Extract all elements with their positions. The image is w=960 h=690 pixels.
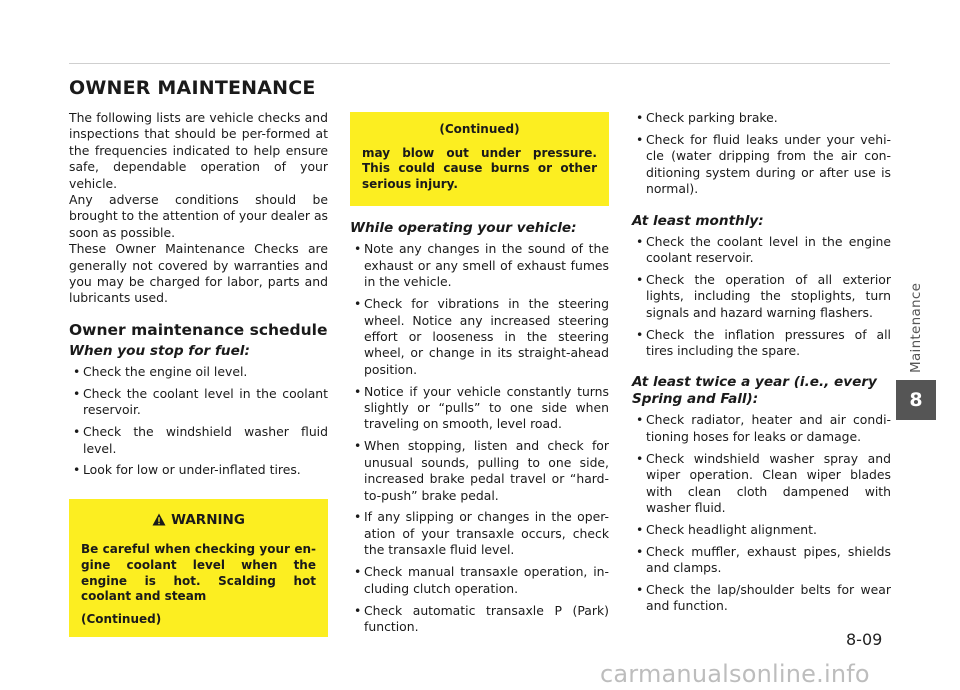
monthly-checklist [632, 234, 891, 360]
list-item: • Check manual transaxle operation, in-cluding clutch operation. [350, 564, 609, 597]
list-item: • Notice if your vehicle constantly turns slightly or “pulls” to one side when traveling on smooth, level road. [350, 384, 609, 433]
warning-continued-box [350, 112, 609, 206]
list-item: • Check headlight alignment. [632, 522, 891, 538]
list-item: • Look for low or under-inflated tires. [69, 462, 328, 478]
list-item: • Check the operation of all exterior lights, including the stoplights, turn signals and hazard warning flashers. [632, 272, 891, 321]
twice-yearly-checklist [632, 412, 891, 614]
list-item: • Note any changes in the sound of the exhaust or any smell of exhaust fumes in the vehicle. [350, 241, 609, 290]
list-item: • Check parking brake. [632, 110, 891, 126]
watermark: carmanualsonline.info [600, 660, 870, 688]
list-item: • Check the coolant level in the coolant reservoir. [69, 386, 328, 419]
column-2 [350, 112, 609, 641]
column-3 [632, 110, 891, 620]
list-item: • When stopping, listen and check for unusual sounds, pulling to one side, increased brake pedal travel or “hard-to-push” brake pedal. [350, 438, 609, 504]
operating-heading: While operating your vehicle: [350, 220, 577, 237]
list-item: • Check the lap/shoulder belts for wear and function. [632, 582, 891, 615]
page-number: 8-09 [846, 630, 883, 649]
warning-heading-row [81, 513, 316, 531]
operating-checklist [350, 241, 609, 635]
fuel-checklist [69, 364, 328, 479]
section-side-label: Maintenance [908, 282, 924, 373]
warning-heading: WARNING [171, 511, 245, 528]
continued-warning-text: may blow out under pressure. This could cause burns or other serious injury. [362, 145, 597, 191]
warning-triangle-icon [152, 513, 166, 531]
list-item: • Check for vibrations in the steering wheel. Notice any increased steering effort or looseness in the steering wheel, or change in its straight-ahead position. [350, 296, 609, 378]
list-item: • Check for fluid leaks under your vehi-cle (water dripping from the air con-ditioning system during or after use is normal). [632, 132, 891, 198]
list-item: • Check the inflation pressures of all tires including the spare. [632, 327, 891, 360]
top-rule [69, 63, 890, 64]
warning-text: Be careful when checking your en-gine coolant level when the engine is hot. Scalding hot coolant and steam [81, 542, 316, 604]
intro-paragraph-2: Any adverse conditions should be brought to the attention of your dealer as soon as possible. [69, 192, 328, 240]
general-checklist [632, 110, 891, 198]
page-title: OWNER MAINTENANCE [69, 77, 316, 99]
warning-box [69, 499, 328, 638]
list-item: • Check muffler, exhaust pipes, shields and clamps. [632, 544, 891, 577]
intro-paragraph-1: The following lists are vehicle checks and inspections that should be per-formed at the frequencies indicated to help ensure safe, dependable operation of your vehicle. [69, 110, 328, 191]
list-item: • Check the engine oil level. [69, 364, 328, 380]
list-item: • Check radiator, heater and air condi-tioning hoses for leaks or damage. [632, 412, 891, 445]
intro-paragraph-3: These Owner Maintenance Checks are generally not covered by warranties and you may be charged for labor, parts and lubricants used. [69, 241, 328, 306]
list-item: • Check automatic transaxle P (Park) function. [350, 603, 609, 636]
twice-yearly-heading: At least twice a year (i.e., every Spring and Fall): [632, 374, 877, 408]
list-item: • Check windshield washer spray and wiper operation. Clean wiper blades with clean cloth dampened with washer fluid. [632, 451, 891, 517]
list-item: • Check the coolant level in the engine coolant reservoir. [632, 234, 891, 267]
warning-continued: (Continued) [81, 611, 162, 626]
schedule-heading: Owner maintenance schedule [69, 320, 328, 339]
column-1 [69, 110, 328, 637]
list-item: • Check the windshield washer fluid level. [69, 424, 328, 457]
list-item: • If any slipping or changes in the oper-ation of your transaxle occurs, check the transaxle fluid level. [350, 509, 609, 558]
continued-label: (Continued) [439, 122, 520, 136]
chapter-tab: 8 [896, 380, 936, 420]
fuel-heading: When you stop for fuel: [69, 342, 250, 359]
monthly-heading: At least monthly: [632, 212, 764, 229]
